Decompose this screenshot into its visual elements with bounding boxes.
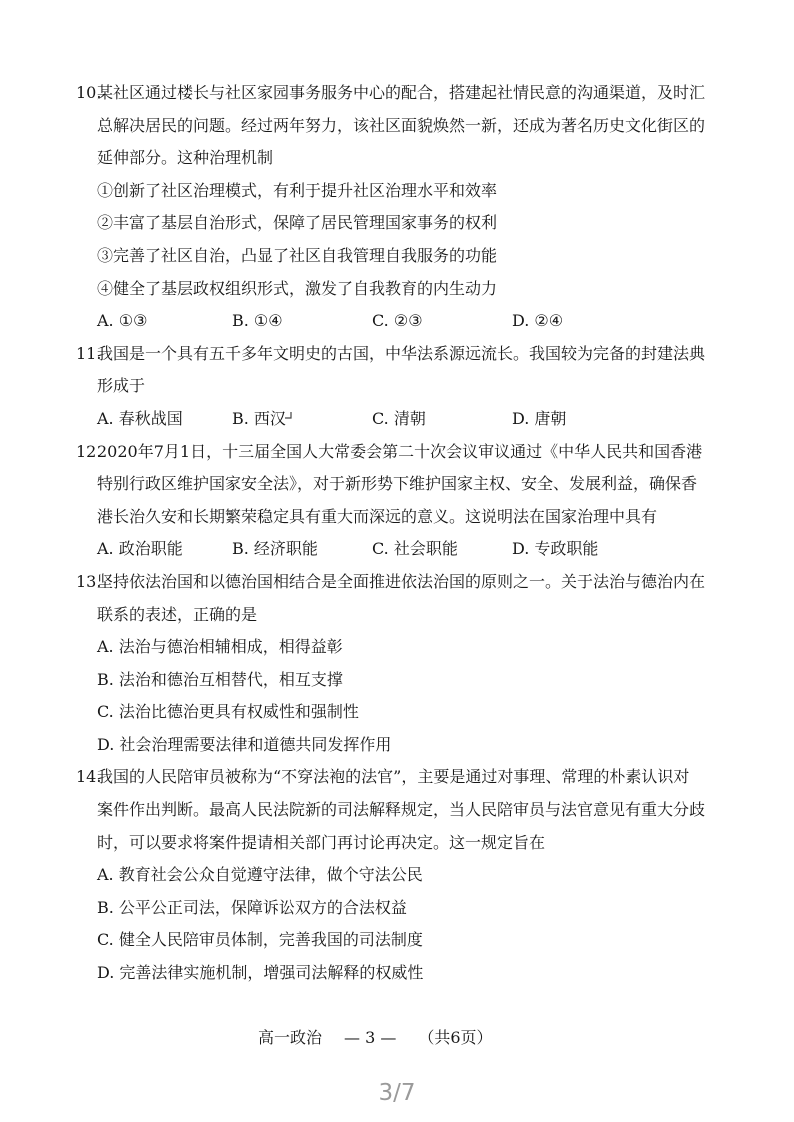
question-10-line [76, 77, 737, 110]
option-d: D. 唐朝 [512, 408, 567, 428]
question-text: 某社区通过楼长与社区家园事务服务中心的配合，搭建起社情民意的沟通渠道，及时汇 [97, 83, 706, 102]
question-text: 我国的人民陪审员被称为“不穿法袍的法官”，主要是通过对事理、常理的朴素认识对 [97, 767, 690, 787]
answer-options [97, 533, 737, 566]
option-d: D. ②④ [512, 311, 564, 331]
answer-options [97, 403, 737, 436]
question-14-line: 案件作出判断。最高人民法院新的司法解释规定，当人民陪审员与法官意见有重大分歧 [97, 800, 706, 820]
option-c: C. 健全人民陪审员体制，完善我国的司法制度 [97, 930, 423, 950]
option-a: A. 政治职能 [97, 539, 183, 559]
question-12-line: 港长治久安和长期繁荣稳定具有重大而深远的意义。这说明法在国家治理中具有 [97, 506, 658, 526]
option-d: D. 社会治理需要法律和道德共同发挥作用 [97, 734, 392, 754]
option-b: B. ①④ [232, 311, 283, 331]
statement-1: ①创新了社区治理模式，有利于提升社区治理水平和效率 [97, 180, 498, 200]
option-b: B. 法治和德治互相替代，相互支撑 [97, 669, 343, 689]
question-10-line: 总解决居民的问题。经过两年努力，该社区面貌焕然一新，还成为著名历史文化街区的 [97, 115, 706, 135]
option-d: D. 专政职能 [512, 539, 599, 559]
question-number: 10. [76, 83, 102, 102]
question-11-line: 形成于 [97, 376, 146, 396]
footer-page-number: — 3 — [344, 1028, 397, 1047]
option-d: D. 完善法律实施机制，增强司法解释的权威性 [97, 963, 424, 983]
option-a: A. ①③ [97, 311, 148, 331]
question-text: 2020年7月1日，十三届全国人大常委会第二十次会议审议通过《中华人民共和国香港 [97, 441, 703, 461]
question-text: 我国是一个具有五千多年文明史的古国，中华法系源远流长。我国较为完备的封建法典 [97, 343, 706, 363]
option-c: C. 清朝 [372, 408, 426, 428]
question-list [76, 77, 737, 990]
statement-2: ②丰富了基层自治形式，保障了居民管理国家事务的权利 [97, 213, 498, 233]
answer-options [97, 305, 737, 338]
question-10-line: 延伸部分。这种治理机制 [97, 148, 274, 168]
question-14-line: 时，可以要求将案件提请相关部门再讨论再决定。这一规定旨在 [97, 832, 546, 852]
footer-total-pages: （共6页） [418, 1028, 493, 1047]
question-13-line [76, 566, 737, 599]
statement-3: ③完善了社区自治，凸显了社区自我管理自我服务的功能 [97, 245, 498, 265]
option-b: B. 经济职能 [232, 539, 318, 559]
statement-4: ④健全了基层政权组织形式，激发了自我教育的内生动力 [97, 278, 498, 298]
option-c: C. ②③ [372, 311, 423, 331]
option-a: A. 教育社会公众自觉遵守法律，做个守法公民 [97, 865, 423, 885]
option-a: A. 法治与德治相辅相成，相得益彰 [97, 637, 343, 657]
page-footer [258, 1025, 493, 1051]
option-c: C. 法治比德治更具有权威性和强制性 [97, 702, 359, 722]
option-a: A. 春秋战国 [97, 408, 183, 428]
question-12-line [76, 436, 737, 469]
option-b: B. 西汉 [232, 408, 286, 428]
question-13-line: 联系的表述，正确的是 [97, 604, 258, 624]
question-12-line: 特别行政区维护国家安全法》，对于新形势下维护国家主权、安全、发展利益，确保香 [97, 474, 698, 494]
question-number: 14. [76, 767, 102, 787]
option-b: B. 公平公正司法，保障诉讼双方的合法权益 [97, 897, 407, 917]
scan-mark-icon [284, 411, 293, 420]
footer-subject: 高一政治 [258, 1028, 323, 1047]
question-number: 13. [76, 571, 102, 591]
question-number: 12. [76, 441, 102, 461]
question-number: 11. [76, 343, 102, 363]
question-text: 坚持依法治国和以德治国相结合是全面推进依法治国的原则之一。关于法治与德治内在 [97, 571, 706, 591]
page-indicator: 3/7 [378, 1080, 416, 1106]
option-c: C. 社会职能 [372, 539, 458, 559]
question-14-line [76, 761, 737, 794]
question-11-line [76, 338, 737, 371]
